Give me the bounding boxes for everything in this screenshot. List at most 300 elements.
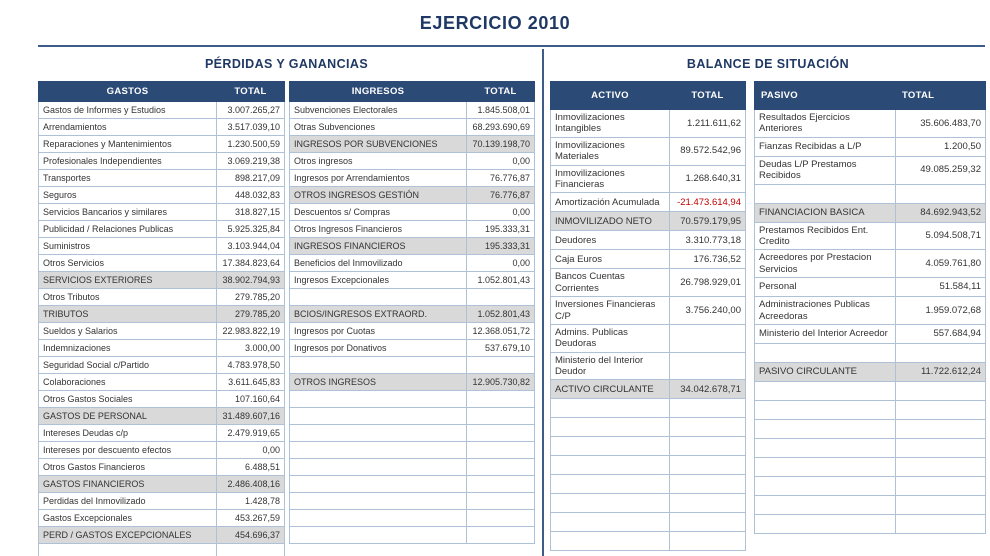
ingresos-row-value: 1.052.801,43 [467, 306, 535, 323]
profit-loss-section-title: PÉRDIDAS Y GANANCIAS [204, 57, 369, 71]
ingresos-row [290, 221, 535, 238]
activo-row [551, 475, 746, 494]
ingresos-row [290, 476, 535, 493]
ingresos-row [290, 459, 535, 476]
ingresos-row-label: Beneficios del Inmovilizado [290, 255, 467, 272]
ingresos-row [290, 323, 535, 340]
pasivo-row-value: 1.959.072,68 [896, 297, 986, 325]
activo-table-body [551, 110, 746, 551]
pasivo-row [755, 362, 986, 381]
ingresos-row-label: Ingresos por Cuotas [290, 323, 467, 340]
ingresos-row-label [290, 510, 467, 527]
activo-row [551, 418, 746, 437]
ingresos-row-label: Subvenciones Electorales [290, 102, 467, 119]
pasivo-row-value [896, 381, 986, 400]
gastos-row-label: SERVICIOS EXTERIORES [39, 272, 217, 289]
ingresos-row-label [290, 391, 467, 408]
activo-header-row [551, 82, 746, 110]
gastos-row-value: 0,00 [217, 442, 285, 459]
gastos-row [39, 493, 285, 510]
gastos-row [39, 221, 285, 238]
gastos-row [39, 391, 285, 408]
ingresos-table [289, 81, 535, 544]
pasivo-row-label [755, 381, 896, 400]
page-title: EJERCICIO 2010 [419, 13, 571, 33]
gastos-row-value: 4.783.978,50 [217, 357, 285, 374]
gastos-row [39, 544, 285, 556]
pasivo-row-value [896, 419, 986, 438]
gastos-row-value: 279.785,20 [217, 289, 285, 306]
ingresos-row-value: 0,00 [467, 153, 535, 170]
pasivo-row [755, 343, 986, 362]
ingresos-row-value [467, 510, 535, 527]
gastos-row-value: 38.902.794,93 [217, 272, 285, 289]
gastos-row-value: 3.007.265,27 [217, 102, 285, 119]
ingresos-row-value: 68.293.690,69 [467, 119, 535, 136]
activo-row-value: 3.756.240,00 [670, 297, 746, 325]
gastos-row-label: Seguros [39, 187, 217, 204]
activo-row [551, 165, 746, 193]
ingresos-row-value [467, 391, 535, 408]
gastos-row-label: GASTOS DE PERSONAL [39, 408, 217, 425]
gastos-row [39, 187, 285, 204]
gastos-row-label: Sueldos y Salarios [39, 323, 217, 340]
ingresos-row [290, 204, 535, 221]
pasivo-row [755, 156, 986, 184]
activo-row-value [670, 418, 746, 437]
gastos-row-label: Intereses Deudas c/p [39, 425, 217, 442]
profit-loss-tables [38, 81, 535, 556]
activo-row-value: 26.798.929,01 [670, 269, 746, 297]
gastos-row-label: Otros Gastos Financieros [39, 459, 217, 476]
activo-row-label: Inversiones Financieras C/P [551, 297, 670, 325]
gastos-table-body [39, 102, 285, 556]
ingresos-row-value [467, 442, 535, 459]
activo-row-value [670, 475, 746, 494]
gastos-row [39, 374, 285, 391]
ingresos-row-value [467, 425, 535, 442]
gastos-row [39, 136, 285, 153]
pasivo-row-value: 84.692.943,52 [896, 203, 986, 222]
activo-row-value [670, 456, 746, 475]
activo-row-label: Deudores [551, 231, 670, 250]
pasivo-row-value [896, 476, 986, 495]
pasivo-row-value [896, 495, 986, 514]
pasivo-row-label: Personal [755, 278, 896, 297]
pasivo-row [755, 438, 986, 457]
activo-row-label [551, 494, 670, 513]
gastos-row [39, 510, 285, 527]
ingresos-row-label: OTROS INGRESOS GESTIÓN [290, 187, 467, 204]
gastos-row-label: Reparaciones y Mantenimientos [39, 136, 217, 153]
ingresos-row-label: Otras Subvenciones [290, 119, 467, 136]
ingresos-row-value [467, 357, 535, 374]
activo-row-value: -21.473.614,94 [670, 193, 746, 212]
activo-row-value: 176.736,52 [670, 250, 746, 269]
gastos-header-row [39, 82, 285, 102]
ingresos-row [290, 272, 535, 289]
pasivo-row-label [755, 184, 896, 203]
pasivo-row-label [755, 400, 896, 419]
ingresos-row [290, 153, 535, 170]
activo-row-label [551, 513, 670, 532]
activo-row-label [551, 418, 670, 437]
ingresos-header-label: INGRESOS [290, 82, 467, 102]
ingresos-row-value [467, 476, 535, 493]
gastos-row [39, 357, 285, 374]
ingresos-row-value: 76.776,87 [467, 187, 535, 204]
ingresos-row-label [290, 527, 467, 544]
gastos-row-label: Otros Gastos Sociales [39, 391, 217, 408]
gastos-row-label: PERD / GASTOS EXCEPCIONALES [39, 527, 217, 544]
pasivo-row [755, 324, 986, 343]
gastos-row-value: 3.069.219,38 [217, 153, 285, 170]
activo-row-value: 89.572.542,96 [670, 137, 746, 165]
ingresos-row [290, 425, 535, 442]
ingresos-row-label: Ingresos por Arrendamientos [290, 170, 467, 187]
activo-row-value: 1.211.611,62 [670, 110, 746, 138]
ingresos-row-label [290, 425, 467, 442]
ingresos-row-label: BCIOS/INGRESOS EXTRAORD. [290, 306, 467, 323]
pasivo-header-row [755, 82, 986, 110]
ingresos-table-body [290, 102, 535, 544]
gastos-row [39, 340, 285, 357]
gastos-row-label [39, 544, 217, 556]
pasivo-row [755, 137, 986, 156]
ingresos-row-label: INGRESOS FINANCIEROS [290, 238, 467, 255]
pasivo-row [755, 400, 986, 419]
balance-sheet-section [550, 50, 986, 551]
gastos-row-value: 31.489.607,16 [217, 408, 285, 425]
pasivo-row [755, 381, 986, 400]
pasivo-row-label: FINANCIACION BASICA [755, 203, 896, 222]
ingresos-row-label [290, 493, 467, 510]
ingresos-row-value: 12.368.051,72 [467, 323, 535, 340]
section-divider [542, 49, 544, 556]
ingresos-row [290, 170, 535, 187]
activo-row [551, 437, 746, 456]
ingresos-row-label [290, 442, 467, 459]
ingresos-row [290, 493, 535, 510]
pasivo-row [755, 203, 986, 222]
ingresos-row [290, 442, 535, 459]
gastos-row-value: 318.827,15 [217, 204, 285, 221]
balance-sheet-tables [550, 81, 986, 551]
ingresos-row [290, 510, 535, 527]
ingresos-row-value: 195.333,31 [467, 221, 535, 238]
activo-row [551, 193, 746, 212]
gastos-row-label: Gastos Excepcionales [39, 510, 217, 527]
ingresos-row-label [290, 289, 467, 306]
gastos-row-value: 454.696,37 [217, 527, 285, 544]
pasivo-row-value [896, 343, 986, 362]
activo-row-label: Inmovilizaciones Financieras [551, 165, 670, 193]
activo-row-value [670, 494, 746, 513]
gastos-row-label: Intereses por descuento efectos [39, 442, 217, 459]
profit-loss-section [38, 50, 535, 556]
activo-row [551, 532, 746, 551]
activo-row [551, 513, 746, 532]
activo-row-label: Ministerio del Interior Deudor [551, 352, 670, 380]
activo-row-value [670, 532, 746, 551]
pasivo-row-label: Acreedores por Prestacion Servicios [755, 250, 896, 278]
activo-table [550, 81, 746, 551]
gastos-row [39, 272, 285, 289]
activo-row [551, 456, 746, 475]
gastos-row-label: Transportes [39, 170, 217, 187]
pasivo-row-value [896, 457, 986, 476]
ingresos-row-value: 0,00 [467, 255, 535, 272]
gastos-row [39, 527, 285, 544]
pasivo-row-value: 11.722.612,24 [896, 362, 986, 381]
activo-row-label: Amortización Acumulada [551, 193, 670, 212]
pasivo-row [755, 514, 986, 533]
gastos-row [39, 204, 285, 221]
ingresos-row [290, 289, 535, 306]
ingresos-row-value: 1.052.801,43 [467, 272, 535, 289]
activo-row-label: Bancos Cuentas Corrientes [551, 269, 670, 297]
ingresos-row-label: Descuentos s/ Compras [290, 204, 467, 221]
pasivo-row [755, 110, 986, 138]
ingresos-row [290, 102, 535, 119]
pasivo-row-value: 51.584,11 [896, 278, 986, 297]
gastos-row [39, 442, 285, 459]
gastos-row [39, 306, 285, 323]
pasivo-table-body [755, 110, 986, 534]
ingresos-row [290, 340, 535, 357]
activo-row-value [670, 352, 746, 380]
activo-row-value [670, 437, 746, 456]
pasivo-header-label: PASIVO [755, 82, 896, 110]
gastos-row [39, 255, 285, 272]
pasivo-table-header [755, 82, 986, 110]
gastos-row-label: TRIBUTOS [39, 306, 217, 323]
ingresos-row-value: 76.776,87 [467, 170, 535, 187]
ingresos-row-label: Otros ingresos [290, 153, 467, 170]
gastos-table [38, 81, 285, 556]
ingresos-row [290, 187, 535, 204]
ingresos-row-value: 537.679,10 [467, 340, 535, 357]
ingresos-row [290, 408, 535, 425]
ingresos-row [290, 374, 535, 391]
gastos-row-value: 6.488,51 [217, 459, 285, 476]
pasivo-row-label [755, 495, 896, 514]
gastos-row [39, 238, 285, 255]
pasivo-row-label [755, 419, 896, 438]
gastos-row-label: Publicidad / Relaciones Publicas [39, 221, 217, 238]
gastos-row-value: 1.428,78 [217, 493, 285, 510]
pasivo-row [755, 250, 986, 278]
ingresos-row-label [290, 459, 467, 476]
pasivo-row-label: Deudas L/P Prestamos Recibidos [755, 156, 896, 184]
gastos-row-label: Profesionales Independientes [39, 153, 217, 170]
ingresos-row-label: INGRESOS POR SUBVENCIONES [290, 136, 467, 153]
pasivo-row-value: 5.094.508,71 [896, 222, 986, 250]
gastos-row-label: Perdidas del Inmovilizado [39, 493, 217, 510]
activo-row [551, 250, 746, 269]
ingresos-row-value [467, 493, 535, 510]
gastos-row-label: Otros Tributos [39, 289, 217, 306]
ingresos-row-value: 1.845.508,01 [467, 102, 535, 119]
ingresos-table-header [290, 82, 535, 102]
activo-row [551, 137, 746, 165]
gastos-row-value: 1.230.500,59 [217, 136, 285, 153]
ingresos-row-value: 0,00 [467, 204, 535, 221]
pasivo-row-label [755, 514, 896, 533]
gastos-row-label: GASTOS FINANCIEROS [39, 476, 217, 493]
gastos-row-value: 453.267,59 [217, 510, 285, 527]
ingresos-row-label: Ingresos Excepcionales [290, 272, 467, 289]
activo-row [551, 269, 746, 297]
pasivo-row-value [896, 184, 986, 203]
ingresos-row-label [290, 476, 467, 493]
gastos-row-value: 3.000,00 [217, 340, 285, 357]
activo-row [551, 297, 746, 325]
ingresos-row-label: Ingresos por Donativos [290, 340, 467, 357]
activo-table-header [551, 82, 746, 110]
ingresos-row-value [467, 408, 535, 425]
pasivo-row-label [755, 343, 896, 362]
pasivo-header-total: TOTAL [896, 82, 986, 110]
activo-row-label: Admins. Publicas Deudoras [551, 324, 670, 352]
gastos-row-value: 2.479.919,65 [217, 425, 285, 442]
gastos-row-label: Indemnizaciones [39, 340, 217, 357]
gastos-row-value: 3.517.039,10 [217, 119, 285, 136]
gastos-row-label: Servicios Bancarios y similares [39, 204, 217, 221]
gastos-row [39, 119, 285, 136]
gastos-header-total: TOTAL [217, 82, 285, 102]
activo-row-label: Inmovilizaciones Intangibles [551, 110, 670, 138]
activo-row [551, 380, 746, 399]
title-divider [38, 45, 985, 47]
pasivo-row-value [896, 438, 986, 457]
pasivo-row-label [755, 457, 896, 476]
activo-row-label: INMOVILIZADO NETO [551, 212, 670, 231]
activo-row-label [551, 437, 670, 456]
activo-row-label [551, 456, 670, 475]
gastos-row-label: Seguridad Social c/Partido [39, 357, 217, 374]
ingresos-row-label: OTROS INGRESOS [290, 374, 467, 391]
activo-row-value: 70.579.179,95 [670, 212, 746, 231]
pasivo-row-label: Resultados Ejercicios Anteriores [755, 110, 896, 138]
pasivo-row-label: Prestamos Recibidos Ent. Credito [755, 222, 896, 250]
activo-row [551, 212, 746, 231]
activo-row-value: 3.310.773,18 [670, 231, 746, 250]
gastos-row [39, 425, 285, 442]
ingresos-row-value [467, 527, 535, 544]
ingresos-row-label: Otros Ingresos Financieros [290, 221, 467, 238]
ingresos-row-value: 12.905.730,82 [467, 374, 535, 391]
gastos-header-label: GASTOS [39, 82, 217, 102]
gastos-row-value: 3.611.645,83 [217, 374, 285, 391]
activo-row-label: Inmovilizaciones Materiales [551, 137, 670, 165]
balance-sheet-section-title: BALANCE DE SITUACIÓN [686, 57, 850, 71]
activo-row-value [670, 513, 746, 532]
gastos-row-value: 2.486.408,16 [217, 476, 285, 493]
pasivo-row [755, 297, 986, 325]
activo-row-label [551, 475, 670, 494]
gastos-row-label: Otros Servicios [39, 255, 217, 272]
ingresos-row [290, 357, 535, 374]
pasivo-row [755, 419, 986, 438]
gastos-row-label: Suministros [39, 238, 217, 255]
gastos-row [39, 170, 285, 187]
pasivo-row [755, 222, 986, 250]
pasivo-row-value: 49.085.259,32 [896, 156, 986, 184]
gastos-row-label: Colaboraciones [39, 374, 217, 391]
activo-row [551, 399, 746, 418]
pasivo-row [755, 457, 986, 476]
pasivo-table [754, 81, 986, 534]
gastos-row [39, 459, 285, 476]
pasivo-row-label [755, 438, 896, 457]
pasivo-row-value: 35.606.483,70 [896, 110, 986, 138]
pasivo-row-value: 1.200,50 [896, 137, 986, 156]
pasivo-row-value [896, 400, 986, 419]
activo-row-value [670, 324, 746, 352]
pasivo-row-label [755, 476, 896, 495]
ingresos-row [290, 391, 535, 408]
gastos-row-value: 898.217,09 [217, 170, 285, 187]
ingresos-row [290, 238, 535, 255]
ingresos-row [290, 136, 535, 153]
pasivo-row-value: 4.059.761,80 [896, 250, 986, 278]
gastos-row [39, 102, 285, 119]
gastos-row-label: Arrendamientos [39, 119, 217, 136]
gastos-row-value: 3.103.944,04 [217, 238, 285, 255]
activo-row-label: Caja Euros [551, 250, 670, 269]
activo-header-total: TOTAL [670, 82, 746, 110]
ingresos-row-label [290, 408, 467, 425]
gastos-row [39, 289, 285, 306]
pasivo-row-label: Ministerio del Interior Acreedor [755, 324, 896, 343]
activo-row [551, 231, 746, 250]
pasivo-row-label: Fianzas Recibidas a L/P [755, 137, 896, 156]
ingresos-row-value [467, 289, 535, 306]
activo-row-value [670, 399, 746, 418]
gastos-row-value: 279.785,20 [217, 306, 285, 323]
gastos-row [39, 476, 285, 493]
ingresos-header-total: TOTAL [467, 82, 535, 102]
pasivo-row-label: Administraciones Publicas Acreedoras [755, 297, 896, 325]
gastos-row [39, 408, 285, 425]
ingresos-row-value: 195.333,31 [467, 238, 535, 255]
ingresos-row [290, 527, 535, 544]
ingresos-header-row [290, 82, 535, 102]
activo-row-value: 1.268.640,31 [670, 165, 746, 193]
pasivo-row [755, 278, 986, 297]
gastos-row-value: 107.160,64 [217, 391, 285, 408]
ingresos-row [290, 119, 535, 136]
gastos-row [39, 153, 285, 170]
activo-row-label [551, 399, 670, 418]
activo-row [551, 494, 746, 513]
activo-row-label: ACTIVO CIRCULANTE [551, 380, 670, 399]
activo-row-label [551, 532, 670, 551]
gastos-row-label: Gastos de Informes y Estudios [39, 102, 217, 119]
ingresos-row-value: 70.139.198,70 [467, 136, 535, 153]
gastos-table-header [39, 82, 285, 102]
ingresos-row [290, 306, 535, 323]
gastos-row [39, 323, 285, 340]
gastos-row-value: 17.384.823,64 [217, 255, 285, 272]
pasivo-row [755, 184, 986, 203]
ingresos-row [290, 255, 535, 272]
activo-row [551, 324, 746, 352]
pasivo-row [755, 476, 986, 495]
activo-row-value: 34.042.678,71 [670, 380, 746, 399]
pasivo-row-label: PASIVO CIRCULANTE [755, 362, 896, 381]
